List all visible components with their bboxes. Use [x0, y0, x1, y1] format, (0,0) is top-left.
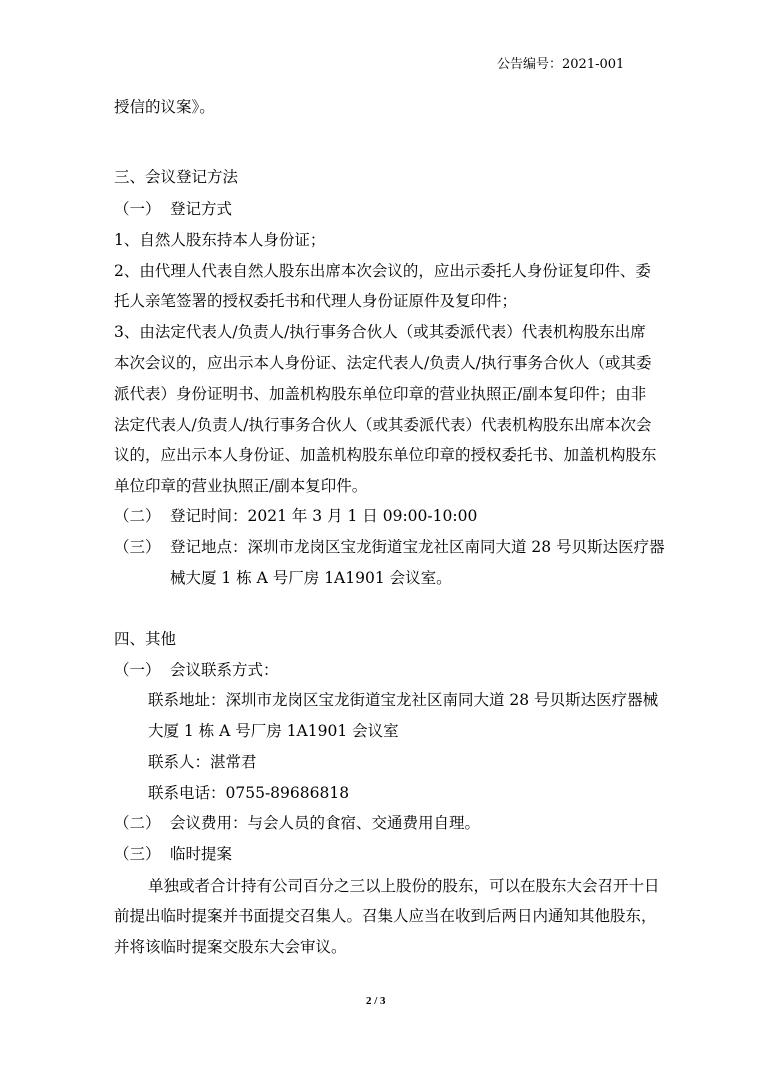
continued-line: 授信的议案》。 — [114, 98, 215, 116]
s3-item-1-text: 登记方式 — [170, 200, 233, 218]
s4-item-3-text: 临时提案 — [170, 845, 233, 863]
s4-item-3 — [114, 844, 232, 864]
s4-item-1-num: （一） — [114, 661, 161, 679]
s3-para-3-line-4: 法定代表人/负责人/执行事务合伙人（或其委派代表）代表机构股东出席本次会 — [114, 416, 652, 434]
s4-item-3-num: （三） — [114, 845, 161, 863]
s3-para-3-line-6: 单位印章的营业执照正/副本复印件。 — [114, 477, 368, 495]
s3-para-1: 1、自然人股东持本人身份证； — [114, 231, 326, 249]
s3-item-3-text: 登记地点：深圳市龙岗区宝龙街道宝龙社区南同大道 28 号贝斯达医疗器 — [170, 538, 665, 556]
contact-address-line-2: 大厦 1 栋 A 号厂房 1A1901 会议室 — [148, 722, 399, 740]
s3-para-3-line-3: 派代表）身份证明书、加盖机构股东单位印章的营业执照正/副本复印件；由非 — [114, 385, 647, 403]
contact-person: 联系人：湛常君 — [148, 753, 257, 771]
page-number: 2 / 3 — [366, 995, 386, 1007]
s3-item-3 — [114, 537, 665, 557]
s4-para-line-3: 并将该临时提案交股东大会审议。 — [114, 938, 347, 956]
s3-item-2-num: （二） — [114, 507, 161, 525]
s3-item-1 — [114, 199, 232, 219]
s3-item-3-num: （三） — [114, 538, 161, 556]
s4-para-line-1: 单独或者合计持有公司百分之三以上股份的股东，可以在股东大会召开十日 — [148, 877, 660, 895]
contact-phone: 联系电话：0755-89686818 — [148, 784, 350, 802]
contact-address-line-1: 联系地址：深圳市龙岗区宝龙街道宝龙社区南同大道 28 号贝斯达医疗器械 — [148, 691, 659, 709]
s3-item-1-num: （一） — [114, 200, 161, 218]
s3-item-3-line-2: 械大厦 1 栋 A 号厂房 1A1901 会议室。 — [170, 569, 452, 587]
s4-item-1-text: 会议联系方式： — [170, 661, 279, 679]
section-4-heading: 四、其他 — [114, 630, 177, 648]
s3-para-2-line-2: 托人亲笔签署的授权委托书和代理人身份证原件及复印件； — [114, 292, 518, 310]
s4-item-2-num: （二） — [114, 814, 161, 832]
s3-para-3-line-5: 议的，应出示本人身份证、加盖机构股东单位印章的授权委托书、加盖机构股东 — [114, 446, 657, 464]
s3-para-3-line-1: 3、由法定代表人/负责人/执行事务合伙人（或其委派代表）代表机构股东出席 — [114, 323, 646, 341]
section-3-heading: 三、会议登记方法 — [114, 168, 239, 186]
s3-item-2 — [114, 506, 477, 526]
s4-item-2-text: 会议费用：与会人员的食宿、交通费用自理。 — [170, 814, 481, 832]
s4-item-1 — [114, 660, 279, 680]
s4-item-2 — [114, 813, 480, 833]
s3-item-2-text: 登记时间：2021 年 3 月 1 日 09:00-10:00 — [170, 507, 478, 525]
s3-para-2-line-1: 2、由代理人代表自然人股东出席本次会议的，应出示委托人身份证复印件、委 — [114, 262, 651, 280]
s4-para-line-2: 前提出临时提案并书面提交召集人。召集人应当在收到后两日内通知其他股东， — [114, 907, 657, 925]
announcement-code: 公告编号：2021-001 — [497, 57, 625, 72]
s3-para-3-line-2: 本次会议的，应出示本人身份证、法定代表人/负责人/执行事务合伙人（或其委 — [114, 354, 652, 372]
